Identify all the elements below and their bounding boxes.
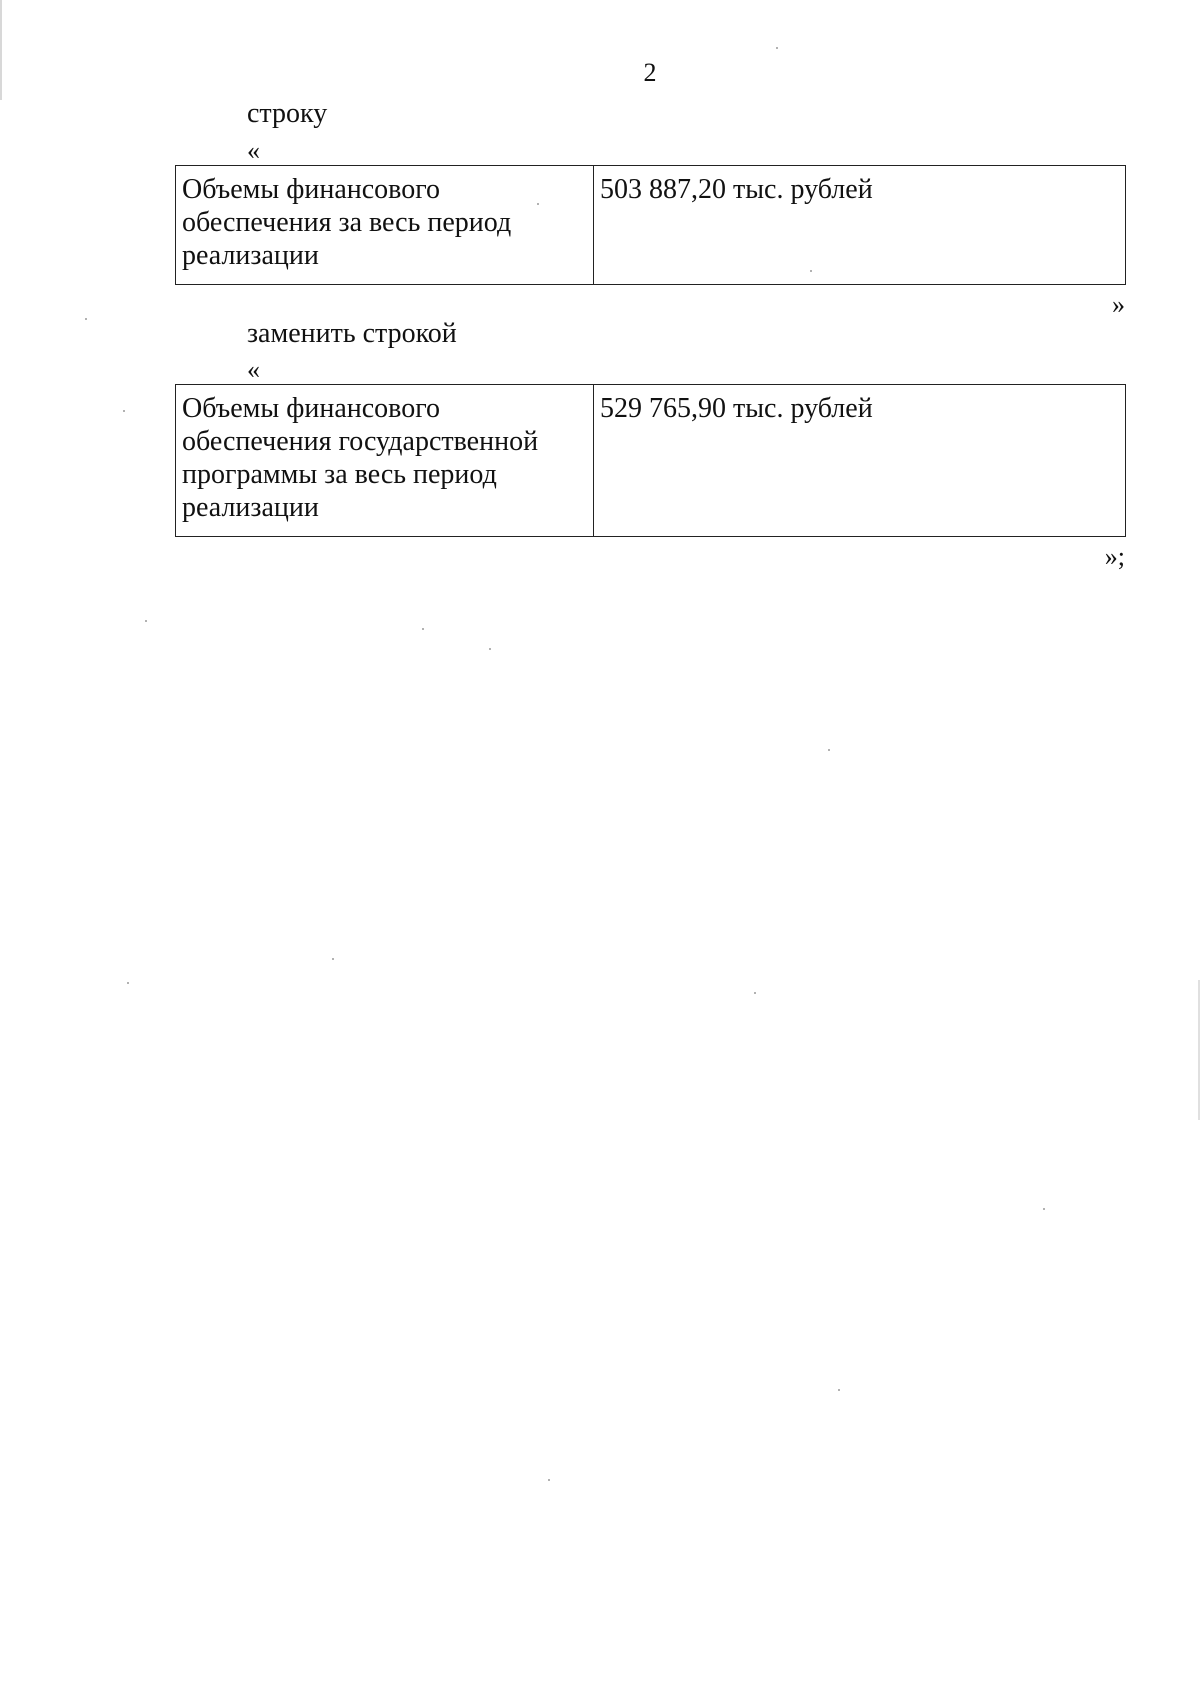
intro-text-old: строку [247,98,328,129]
scan-speck [1043,1208,1045,1210]
opening-quote: « [247,355,260,384]
scan-speck [838,1389,840,1391]
row-value-cell: 529 765,90 тыс. рублей [594,385,1126,537]
opening-quote: « [247,136,260,165]
table-row [176,166,1126,285]
scan-speck [828,749,830,751]
scan-speck [127,982,129,984]
closing-quote: » [1112,290,1125,319]
scan-speck [145,620,147,622]
scan-speck [489,648,491,650]
scan-speck [754,992,756,994]
scan-speck [422,628,424,630]
row-value-cell: 503 887,20 тыс. рублей [594,166,1126,285]
scan-speck [332,958,334,960]
old-row-table [175,165,1126,285]
row-label-cell: Объемы финансового обеспечения государственной программы за весь период реализации [176,385,594,537]
closing-quote: »; [1104,542,1125,571]
table-row [176,385,1126,537]
scan-speck [776,47,778,49]
scan-speck [537,203,539,205]
intro-text-new: заменить строкой [247,318,457,349]
row-label-cell: Объемы финансового обеспечения за весь период реализации [176,166,594,285]
scan-speck [548,1479,550,1481]
scan-speck [123,410,125,412]
scan-speck [810,270,812,272]
page-number: 2 [643,58,657,87]
new-row-table [175,384,1126,537]
scan-speck [85,318,87,320]
